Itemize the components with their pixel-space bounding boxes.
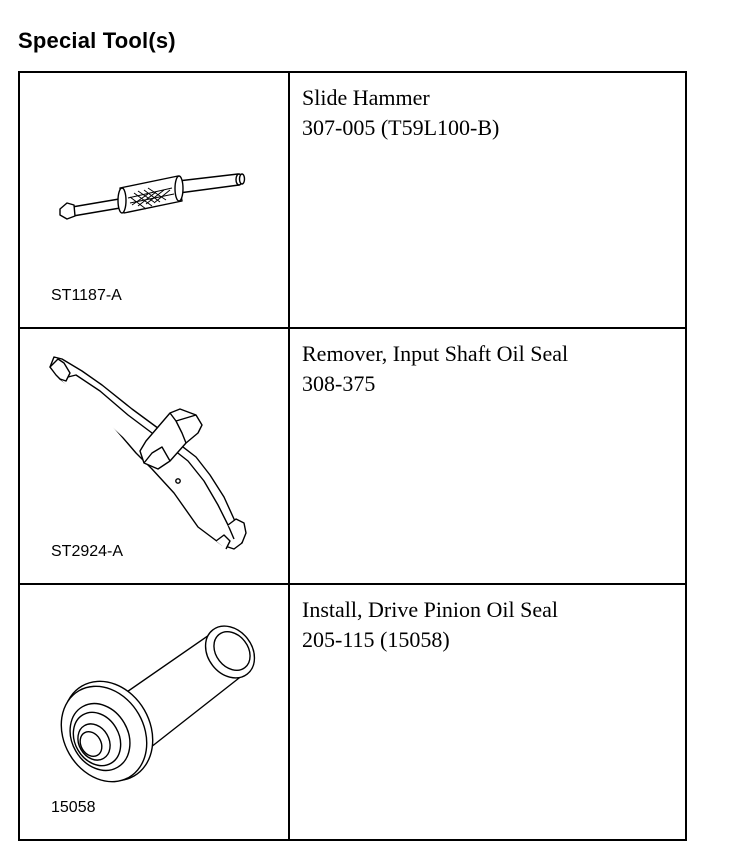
tool-illustration-cell <box>19 584 289 840</box>
table-row <box>19 584 686 840</box>
tool-number: 205-115 (15058) <box>302 627 450 652</box>
tool-number: 308-375 <box>302 371 376 396</box>
tool-code: ST1187-A <box>51 287 122 304</box>
tool-name: Install, Drive Pinion Oil Seal <box>302 597 559 622</box>
tool-code: ST2924-A <box>51 543 124 560</box>
tool-description-cell <box>289 328 686 584</box>
tool-description-cell <box>289 72 686 328</box>
tool-name: Slide Hammer <box>302 85 430 110</box>
tool-name: Remover, Input Shaft Oil Seal <box>302 341 569 366</box>
tool-illustration-cell <box>19 72 289 328</box>
tool-number: 307-005 (T59L100-B) <box>302 115 500 140</box>
special-tools-table <box>18 71 687 841</box>
table-row <box>19 72 686 328</box>
table-row <box>19 328 686 584</box>
tool-description-cell <box>289 584 686 840</box>
tool-illustration-cell <box>19 328 289 584</box>
tool-code: 15058 <box>51 799 96 816</box>
page-title: Special Tool(s) <box>18 28 176 53</box>
